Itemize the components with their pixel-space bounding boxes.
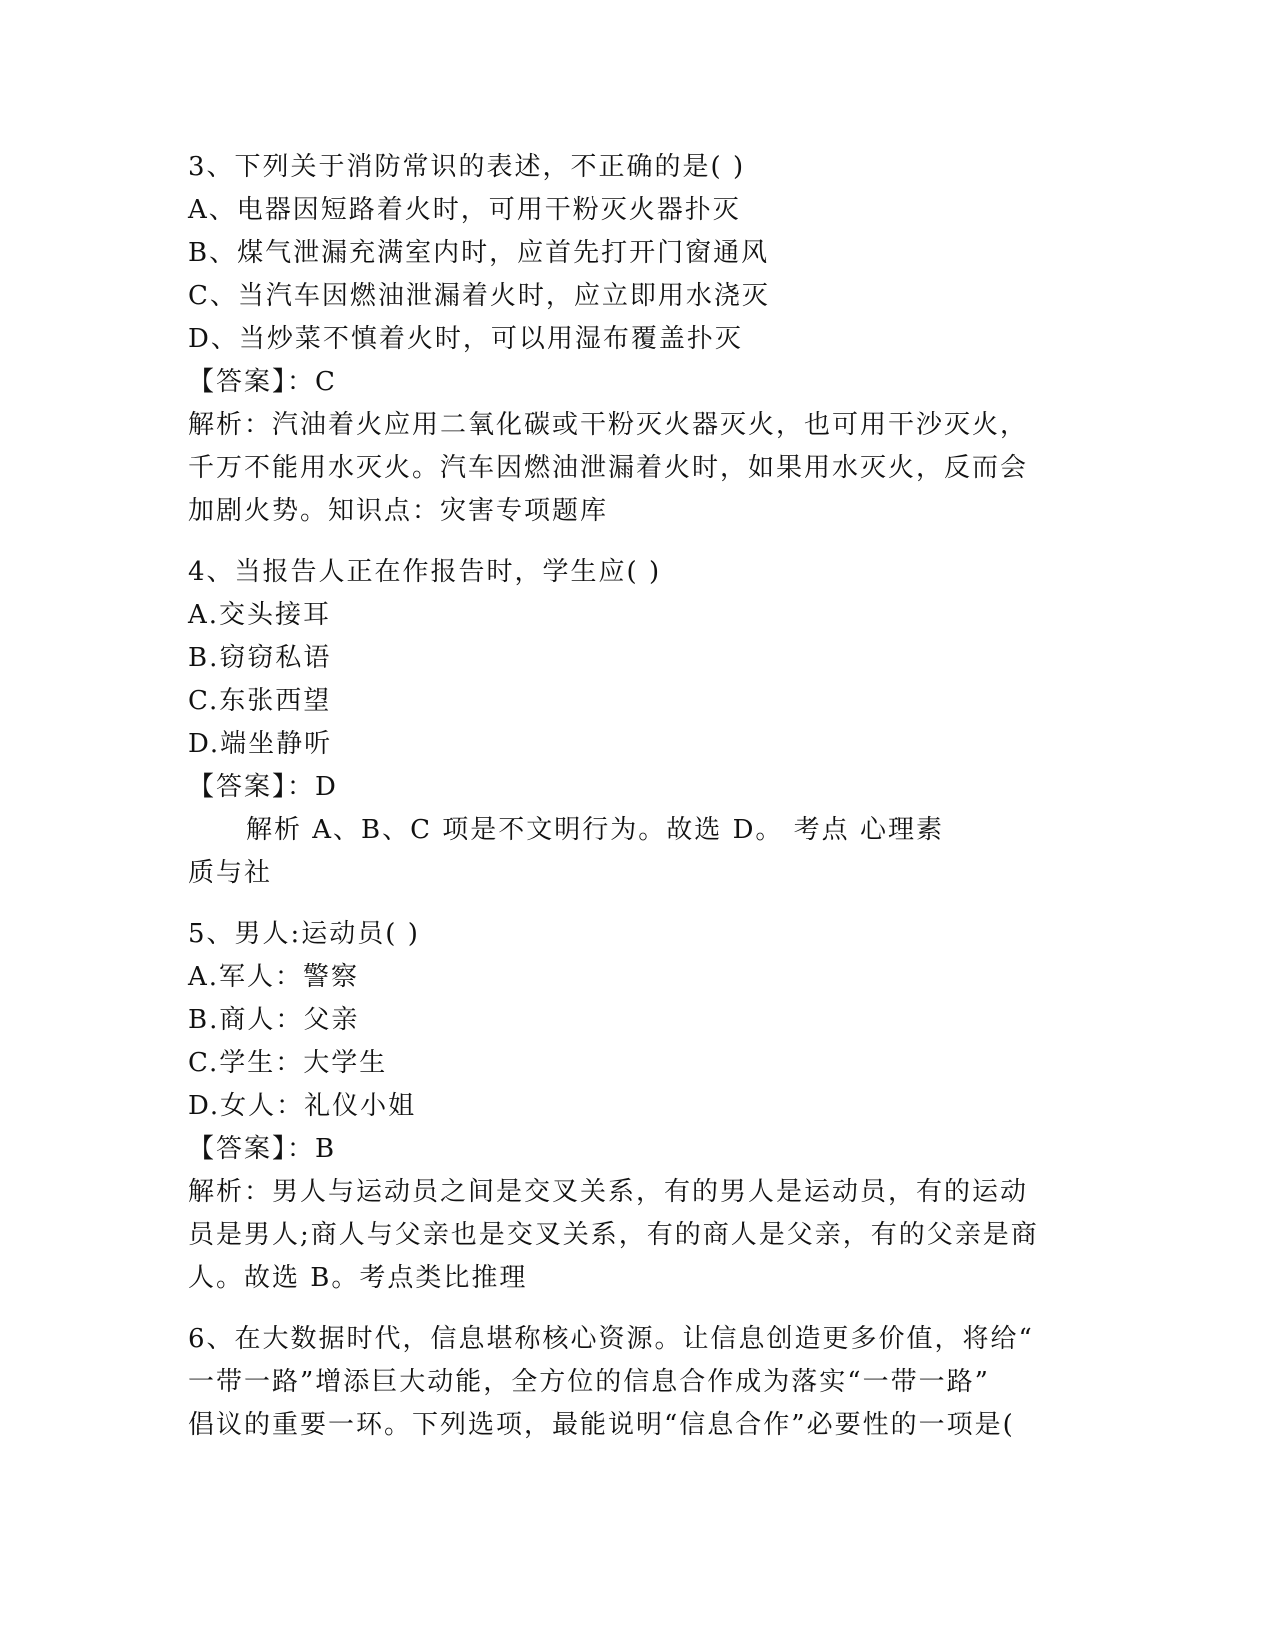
- option-c: C.学生：大学生: [188, 1048, 388, 1078]
- option-d: D、当炒菜不慎着火时，可以用湿布覆盖扑灭: [188, 324, 743, 354]
- answer: 【答案】：B: [188, 1134, 337, 1164]
- question-stem: 5、男人:运动员( ): [188, 919, 420, 949]
- question-4: [188, 551, 1068, 895]
- option-a: A.交头接耳: [188, 600, 332, 630]
- option-d: D.女人：礼仪小姐: [188, 1091, 417, 1121]
- explanation-line: 解析：男人与运动员之间是交叉关系，有的男人是运动员，有的运动: [188, 1177, 1029, 1207]
- option-c: C、当汽车因燃油泄漏着火时，应立即用水浇灭: [188, 281, 770, 311]
- spacer: [188, 533, 1068, 551]
- option-c: C.东张西望: [188, 686, 332, 716]
- explanation-line: 解析 A、B、C 项是不文明行为。故选 D。 考点 心理素: [246, 815, 944, 845]
- question-stem: 倡议的重要一环。下列选项，最能说明“信息合作”必要性的一项是(: [188, 1410, 1015, 1440]
- option-a: A、电器因短路着火时，可用干粉灭火器扑灭: [188, 195, 741, 225]
- answer: 【答案】：D: [188, 772, 338, 802]
- spacer: [188, 895, 1068, 913]
- question-stem: 6、在大数据时代，信息堪称核心资源。让信息创造更多价值，将给“: [188, 1324, 1034, 1354]
- question-5: [188, 913, 1068, 1300]
- option-b: B、煤气泄漏充满室内时，应首先打开门窗通风: [188, 238, 770, 268]
- spacer: [188, 1300, 1068, 1318]
- option-d: D.端坐静听: [188, 729, 333, 759]
- question-list: [188, 146, 1068, 1447]
- explanation-line: 千万不能用水灭火。汽车因燃油泄漏着火时，如果用水灭火，反而会: [188, 453, 1029, 483]
- question-6: [188, 1318, 1068, 1447]
- question-stem: 4、当报告人正在作报告时，学生应( ): [188, 557, 662, 587]
- explanation-line: 员是男人;商人与父亲也是交叉关系，有的商人是父亲，有的父亲是商: [188, 1220, 1039, 1250]
- option-b: B.商人：父亲: [188, 1005, 360, 1035]
- explanation-line: 加剧火势。知识点：灾害专项题库: [188, 496, 609, 526]
- option-a: A.军人：警察: [188, 962, 360, 992]
- answer: 【答案】：C: [188, 367, 337, 397]
- question-stem: 一带一路”增添巨大动能，全方位的信息合作成为落实“一带一路”: [188, 1367, 990, 1397]
- explanation-line: 人。故选 B。考点类比推理: [188, 1263, 528, 1293]
- explanation-line: 解析：汽油着火应用二氧化碳或干粉灭火器灭火，也可用干沙灭火，: [188, 410, 1029, 440]
- explanation-line: 质与社: [188, 858, 273, 888]
- question-stem: 3、下列关于消防常识的表述，不正确的是( ): [188, 152, 746, 182]
- question-3: [188, 146, 1068, 533]
- option-b: B.窃窃私语: [188, 643, 332, 673]
